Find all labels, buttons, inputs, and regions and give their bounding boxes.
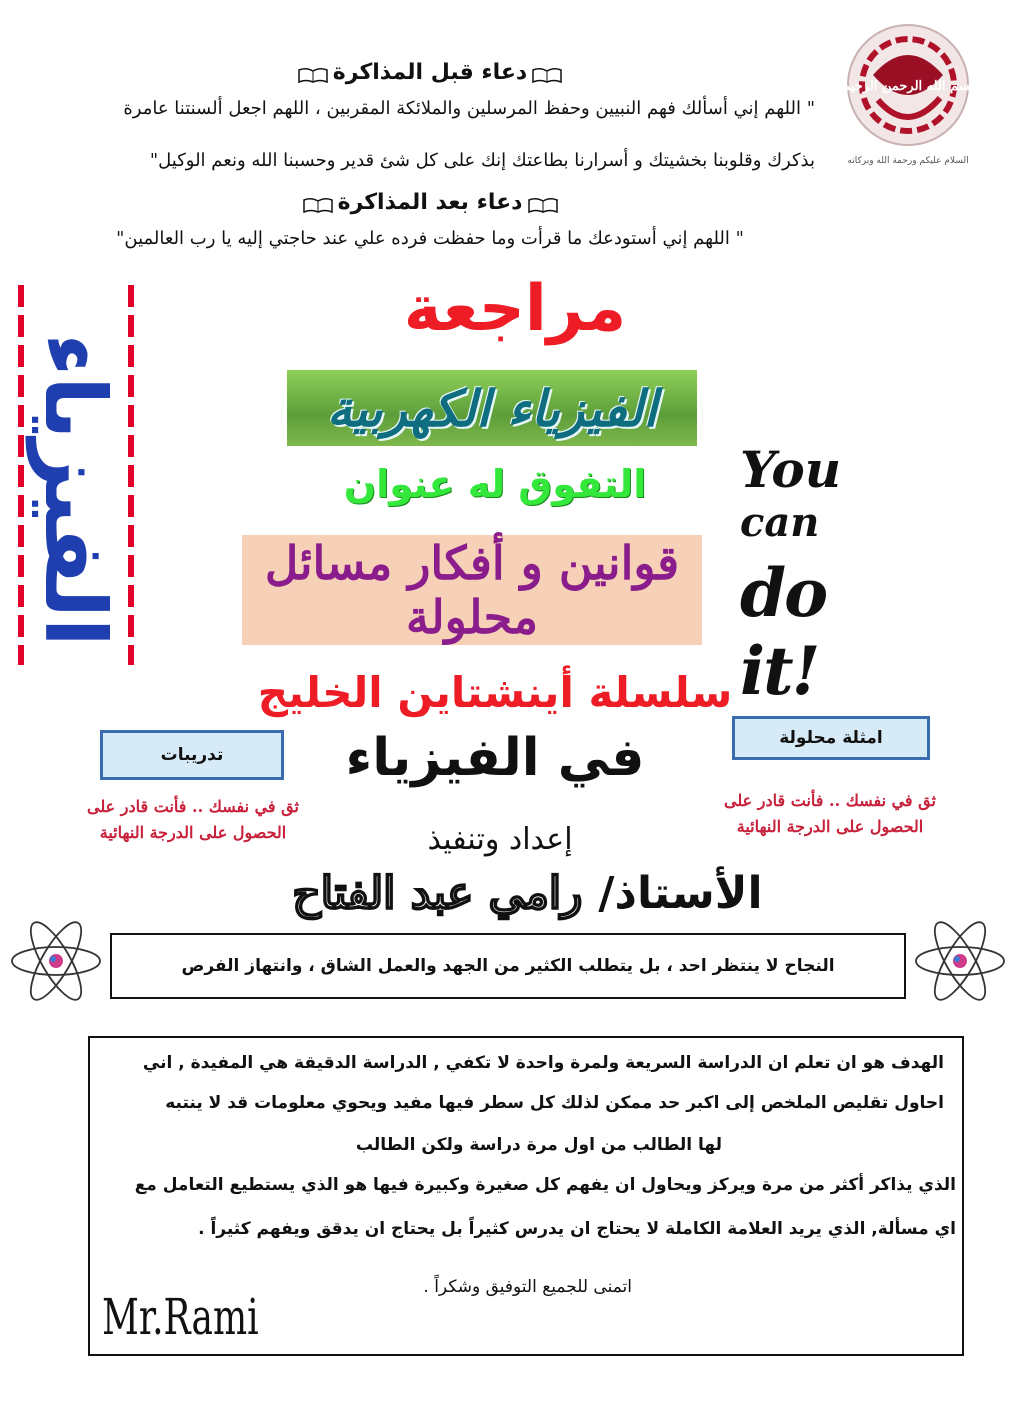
- basmala-caption: السلام عليكم ورحمة الله وبركاته: [847, 156, 969, 166]
- trust-note-left: [78, 794, 308, 846]
- exercises-tag: [100, 730, 284, 780]
- success-quote: النجاح لا ينتظر احد ، بل يتطلب الكثير من الجهد والعمل الشاق ، وانتهاز الفرص: [181, 956, 835, 976]
- prepared-by: إعداد وتنفيذ: [427, 822, 573, 857]
- you-can-line: [740, 440, 920, 546]
- basmala-art-text: بسم الله الرحمن الرحيم: [842, 79, 974, 94]
- content-banner: [242, 535, 702, 645]
- side-title-wrap: [25, 300, 125, 680]
- series-title: سلسلة أينشتاين الخليج: [257, 668, 733, 717]
- note-box: [88, 1036, 964, 1356]
- dua-before-line-1: " اللهم إني أسألك فهم النبيين وحفظ المرسلين والملائكة المقربين ، اللهم اجعل ألسنتنا عامرة: [123, 98, 815, 119]
- dua-after-line: " اللهم إني أستودعك ما قرأت وما حفظت فرده علي عند حاجتي إليه يا رب العالمين": [116, 228, 744, 249]
- open-book-icon: [532, 67, 562, 83]
- side-divider-right: [128, 285, 134, 665]
- exercises-label: تدريبات: [160, 745, 224, 765]
- note-line-6: اتمنى للجميع التوفيق وشكراً .: [423, 1277, 632, 1297]
- trust-left-line-2: الحصول على الدرجة النهائية: [99, 823, 287, 842]
- dua-before-line-2: بذكرك وقلوبنا بخشيتك و أسرارنا بطاعتك إنك على كل شئ قدير وحسبنا الله ونعم الوكيل": [149, 150, 815, 171]
- open-book-icon: [528, 197, 558, 213]
- basmala-art-icon: [818, 20, 998, 150]
- you-word: You: [740, 440, 842, 499]
- trust-left-line-1: ثق في نفسك .. فأنت قادر على: [87, 797, 299, 816]
- solved-examples-tag: [732, 716, 930, 760]
- dua-after-heading: دعاء بعد المذاكرة: [337, 190, 523, 215]
- teacher-line: [255, 868, 800, 919]
- basmala-logo: [818, 20, 998, 180]
- teacher-name: رامي عبد الفتاح: [292, 868, 583, 919]
- success-quote-box: [110, 933, 906, 999]
- you-can-do-it-art: [740, 440, 920, 710]
- solved-examples-label: امثلة محلولة: [779, 728, 883, 748]
- subject-banner-text: الفيزياء الكهربية: [326, 378, 658, 438]
- side-title: الفيزياء: [26, 333, 124, 647]
- can-word: can: [740, 499, 820, 546]
- signature: Mr.Rami: [102, 1288, 259, 1346]
- atom-icon: [912, 918, 1008, 1004]
- trust-right-line-1: ثق في نفسك .. فأنت قادر على: [724, 791, 936, 810]
- open-book-icon: [303, 197, 333, 213]
- subject-banner: [287, 370, 697, 446]
- do-it-line: do it!: [740, 554, 827, 710]
- note-line-2: احاول تقليص الملخص إلى اكبر حد ممكن لذلك كل سطر فيها مفيد ويحوي معلومات قد لا ينتبه: [165, 1093, 944, 1113]
- note-line-4: الذي يذاكر أكثر من مرة ويركز ويحاول ان يفهم كل صغيرة وكبيرة فيها هو الذي يستطيع التعامل مع: [134, 1175, 956, 1195]
- note-line-3: لها الطالب من اول مرة دراسة ولكن الطالب: [355, 1135, 722, 1155]
- note-line-1: الهدف هو ان تعلم ان الدراسة السريعة ولمرة واحدة لا تكفي , الدراسة الدقيقة هي المفيدة , اني: [142, 1053, 944, 1073]
- dua-after-title: [180, 190, 680, 215]
- open-book-icon: [298, 67, 328, 83]
- review-title: مراجعة: [403, 272, 627, 346]
- trust-right-line-2: الحصول على الدرجة النهائية: [736, 817, 924, 836]
- note-line-5: اي مسألة, الذي يريد العلامة الكاملة لا يحتاج ان يدرس كثيراً بل يحتاج ان يدقق ويفهم كثيراً .: [198, 1219, 956, 1239]
- motto: التفوق له عنوان: [343, 462, 647, 506]
- teacher-prefix: الأستاذ/: [598, 868, 763, 919]
- atom-icon: [8, 918, 104, 1004]
- side-divider-left: [18, 285, 24, 665]
- content-banner-text: قوانين و أفكار مسائل محلولة: [264, 536, 680, 644]
- dua-before-title: [180, 60, 680, 85]
- in-physics-title: في الفيزياء: [345, 728, 645, 788]
- trust-note-right: [715, 788, 945, 840]
- dua-before-heading: دعاء قبل المذاكرة: [332, 60, 528, 85]
